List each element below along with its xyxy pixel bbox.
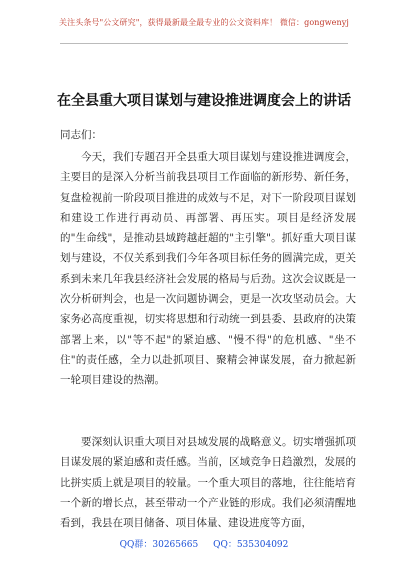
footer-qq-group: QQ群：30265665 xyxy=(119,540,199,550)
header-promo-note: 关注头条号"公文研究"，获得最新最全最专业的公文资料库！ 微信：gongwenyj xyxy=(59,18,349,27)
footer-qq: QQ：535304092 xyxy=(213,540,289,550)
header-divider xyxy=(60,43,348,44)
paragraph-2: 要深刻认识重大项目对县域发展的战略意义。切实增强抓项目谋发展的紧迫感和责任感。当前，区域竞争日趋激烈，发展的比拼实质上就是项目的较量。一个重大项目的落地，往往能培育一个新的增长点，甚至带动一个产业链的形成。我们必须清醒地看到，我县在项目储备、项目体量、建设进度等方面， xyxy=(60,436,356,530)
document-title: 在全县重大项目谋划与建设推进调度会上的讲话 xyxy=(57,93,351,109)
paragraph-1: 今天，我们专题召开全县重大项目谋划与建设推进调度会，主要目的是深入分析当前我县项目工作面临的新形势、新任务，复盘检视前一阶段项目推进的成效与不足，对下一阶段项目谋划和建设工作进行再动员、再部署、再压实。项目是经济发展的"生命线"，是推动县域跨越赶超的"主引擎"。抓好重大项目谋划与建设，不仅关系到我们今年各项目标任务的圆满完成，更关系到未来几年我县经济社会发展的格局与后劲。这次会议既是一次分析研判会，也是一次问题协调会，更是一次攻坚动员会。大家务必高度重视，切实将思想和行动统一到县委、县政府的决策部署上来，以"等不起"的紧迫感、"慢不得"的危机感、"坐不住"的责任感，全力以赴抓项目、聚精会神谋发展，奋力掀起新一轮项目建设的热潮。 xyxy=(60,151,356,387)
footer-contact xyxy=(0,537,408,550)
salutation: 同志们： xyxy=(60,129,102,141)
